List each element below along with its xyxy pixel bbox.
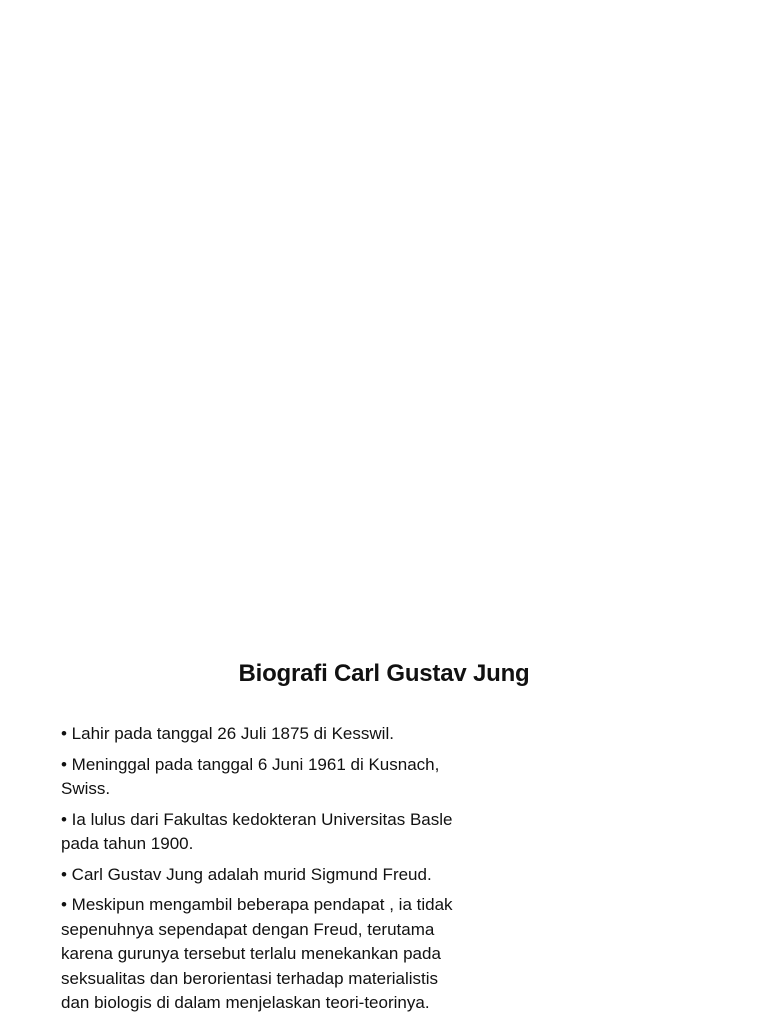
- bullet-item: • Ia lulus dari Fakultas kedokteran Universitas Basle pada tahun 1900.: [61, 809, 453, 853]
- bullet-item: • Carl Gustav Jung adalah murid Sigmund Freud.: [61, 864, 432, 884]
- bullet-item: • Meskipun mengambil beberapa pendapat , ia tidak sepenuhnya sependapat dengan Freud, terutama karena gurunya tersebut terlalu menekankan pada seksualitas dan berorientasi terhadap materialistis dan biologis di dalam menjelaskan teori-teorinya.: [61, 895, 453, 1012]
- bullet-list: [61, 722, 461, 1022]
- bullet-item: • Meninggal pada tanggal 6 Juni 1961 di Kusnach, Swiss.: [61, 754, 440, 798]
- slide-title: Biografi Carl Gustav Jung: [238, 660, 530, 687]
- bullet-item: • Lahir pada tanggal 26 Juli 1875 di Kesswil.: [61, 724, 394, 743]
